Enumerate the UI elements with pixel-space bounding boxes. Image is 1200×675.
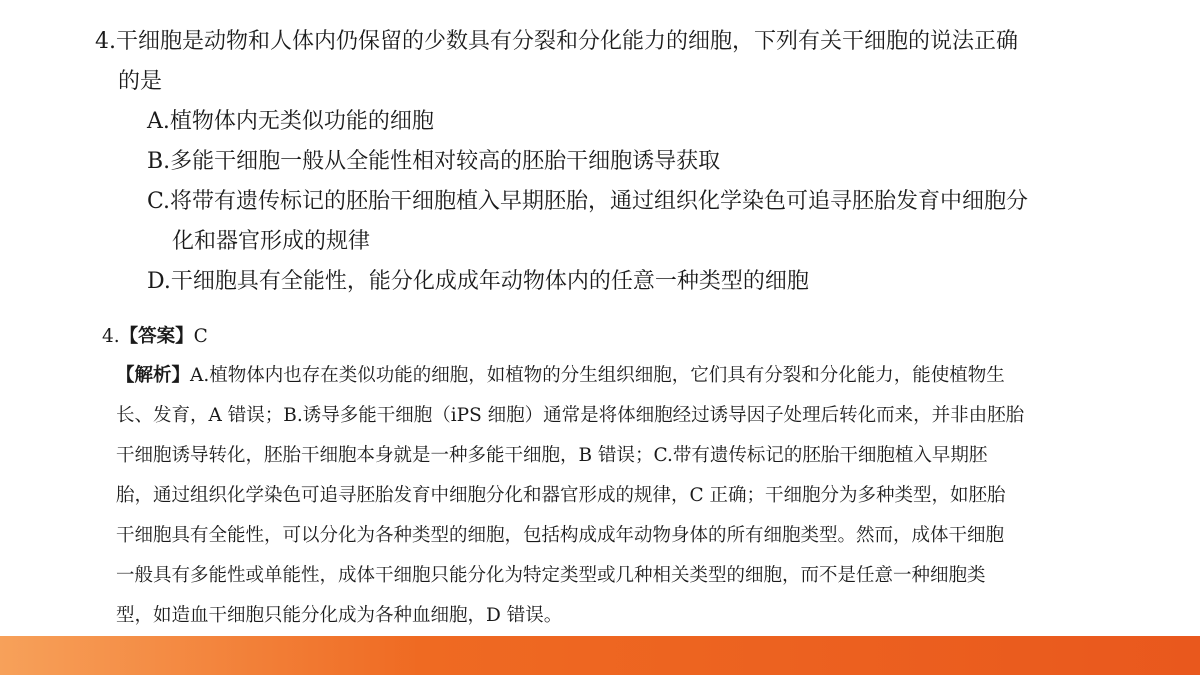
answer-value: C — [193, 326, 208, 347]
question-stem-line-1: 4.干细胞是动物和人体内仍保留的少数具有分裂和分化能力的细胞，下列有关干细胞的说法正确 — [95, 29, 1018, 54]
analysis-line-5: 干细胞具有全能性，可以分化为各种类型的细胞，包括构成成年动物身体的所有细胞类型。然而，成体干细胞 — [116, 525, 1005, 546]
answer-number: 4. — [102, 326, 120, 347]
analysis-line-7: 型，如造血干细胞只能分化成为各种血细胞，D 错误。 — [116, 605, 563, 626]
analysis-line-1 — [102, 356, 1162, 396]
analysis-text: A.植物体内也存在类似功能的细胞，如植物的分生组织细胞，它们具有分裂和分化能力，能使植物生 — [190, 365, 1005, 386]
question-stem-line-2: 的是 — [118, 69, 163, 94]
analysis-label: 【解析】 — [116, 365, 191, 386]
analysis-line-2: 长、发育，A 错误；B.诱导多能干细胞（iPS 细胞）通常是将体细胞经过诱导因子处理后转化而来，并非由胚胎 — [116, 405, 1025, 426]
answer-block — [102, 318, 1162, 636]
analysis-line-4: 胎，通过组织化学染色可追寻胚胎发育中细胞分化和器官形成的规律，C 正确；干细胞分为多种类型，如胚胎 — [116, 485, 1006, 506]
option-d: D.干细胞具有全能性，能分化成成年动物体内的任意一种类型的细胞 — [147, 269, 809, 294]
analysis-line-3: 干细胞诱导转化，胚胎干细胞本身就是一种多能干细胞，B 错误；C.带有遗传标记的胚胎干细胞植入早期胚 — [116, 445, 988, 466]
footer-accent-bar — [0, 636, 1200, 675]
answer-line — [102, 318, 1162, 356]
option-b: B.多能干细胞一般从全能性相对较高的胚胎干细胞诱导获取 — [147, 149, 721, 174]
option-c-line-2: 化和器官形成的规律 — [172, 229, 371, 254]
answer-label: 【答案】 — [119, 326, 194, 347]
option-a: A.植物体内无类似功能的细胞 — [147, 109, 434, 134]
question-block — [95, 22, 1145, 302]
analysis-line-6: 一般具有多能性或单能性，成体干细胞只能分化为特定类型或几种相关类型的细胞，而不是任意一种细胞类 — [116, 565, 986, 586]
option-c-line-1: C.将带有遗传标记的胚胎干细胞植入早期胚胎，通过组织化学染色可追寻胚胎发育中细胞分 — [147, 189, 1029, 214]
